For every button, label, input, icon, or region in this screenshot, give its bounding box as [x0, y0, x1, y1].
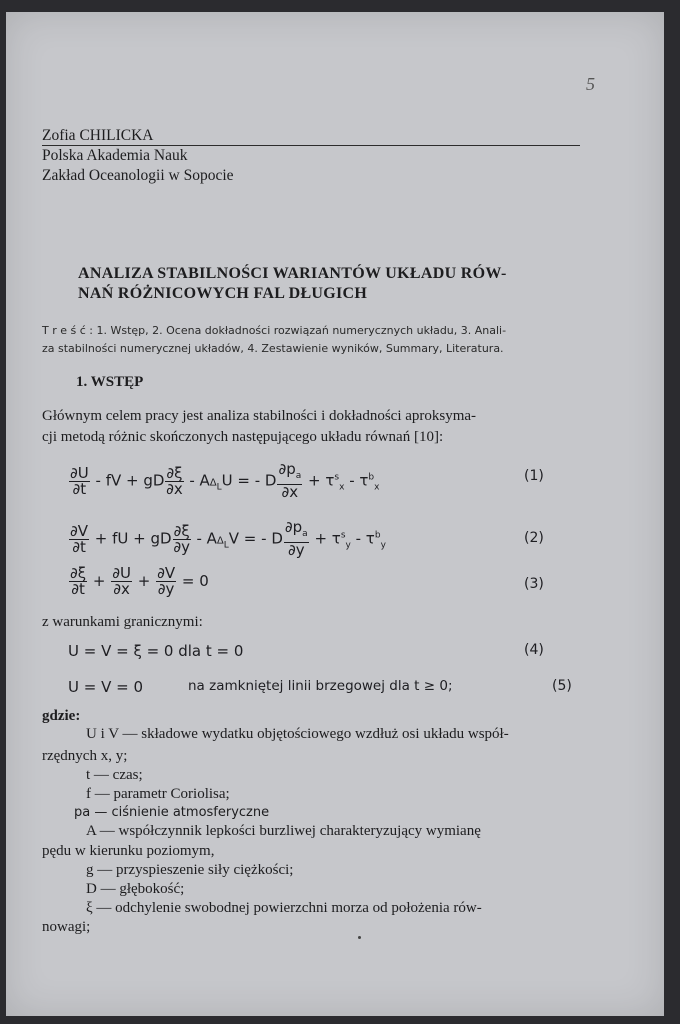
boundary-conditions-intro: z warunkami granicznymi:	[42, 614, 203, 630]
definition-line: A — współczynnik lepkości burzliwej charakteryzujący wymianę	[86, 823, 481, 839]
equation-1: $\frac{\partial U}{\partial t}$ - fV + gD $\frac{\partial\xi}{\partial x}$ - $A\Delta_LU$ = - D $\frac{\partial p_a}{\partial x}$ + $\tau^s_x - \tau^b_x$	[70, 460, 380, 501]
author-institution: Polska Akademia Nauk	[42, 147, 188, 164]
definition-line: g — przyspieszenie siły ciężkości;	[86, 862, 294, 878]
intro-paragraph	[42, 406, 476, 448]
contents-line-1: T r e ś ć : 1. Wstęp, 2. Ocena dokładności rozwiązań numerycznych układu, 3. Anali-	[42, 324, 507, 337]
definition-line: t — czas;	[86, 767, 143, 783]
where-label: gdzie:	[42, 708, 81, 724]
author-block	[42, 126, 234, 186]
handwritten-page-mark: 5	[586, 74, 595, 94]
definition-line: nowagi;	[42, 919, 91, 935]
intro-line-2: cji metodą różnic skończonych następującego układu równań [10]:	[42, 429, 444, 445]
document-page	[6, 12, 664, 1016]
equation-4-number: (4)	[524, 642, 544, 658]
definition-line: pa — ciśnienie atmosferyczne	[74, 805, 270, 820]
equation-2: $\frac{\partial V}{\partial t}$ + fU + gD $\frac{\partial\xi}{\partial y}$ - $A\Delta_LV$ = - D $\frac{\partial p_a}{\partial y}$ + $\tau^s_y - \tau^b_y$	[70, 518, 386, 559]
equation-5: U = V = 0	[68, 678, 143, 696]
paper-title	[78, 264, 507, 304]
title-line-1: ANALIZA STABILNOŚCI WARIANTÓW UKŁADU RÓW-	[78, 265, 507, 282]
stray-mark	[358, 936, 361, 939]
equation-3-number: (3)	[524, 576, 544, 592]
equation-5-number: (5)	[552, 678, 572, 694]
definition-line: ξ — odchylenie swobodnej powierzchni morza od położenia rów-	[86, 900, 482, 916]
author-name: Zofia CHILICKA	[42, 127, 154, 144]
definition-line: f — parametr Coriolisa;	[86, 786, 230, 802]
table-of-contents	[42, 322, 506, 358]
definition-line: D — głębokość;	[86, 881, 185, 897]
definition-line: pędu w kierunku poziomym,	[42, 843, 215, 859]
equation-5-condition: na zamkniętej linii brzegowej dla t ≥ 0;	[188, 678, 453, 694]
definition-line: U i V — składowe wydatku objętościowego wzdłuż osi układu współ-	[86, 726, 509, 742]
section-heading: 1. WSTĘP	[76, 374, 144, 390]
author-department: Zakład Oceanologii w Sopocie	[42, 167, 234, 184]
equation-3: $\frac{\partial\xi}{\partial t}$ + $\frac{\partial U}{\partial x}$ + $\frac{\partial V}{\partial y}$ = 0	[70, 564, 209, 598]
author-underline	[42, 145, 580, 146]
title-line-2: NAŃ RÓŻNICOWYCH FAL DŁUGICH	[78, 285, 368, 302]
contents-line-2: za stabilności numerycznej układów, 4. Zestawienie wyników, Summary, Literatura.	[42, 342, 504, 355]
equation-2-number: (2)	[524, 530, 544, 546]
equation-1-number: (1)	[524, 468, 544, 484]
definition-line: rzędnych x, y;	[42, 748, 128, 764]
intro-line-1: Głównym celem pracy jest analiza stabilności i dokładności aproksyma-	[42, 408, 477, 424]
equation-4: U = V = ξ = 0 dla t = 0	[68, 642, 244, 660]
